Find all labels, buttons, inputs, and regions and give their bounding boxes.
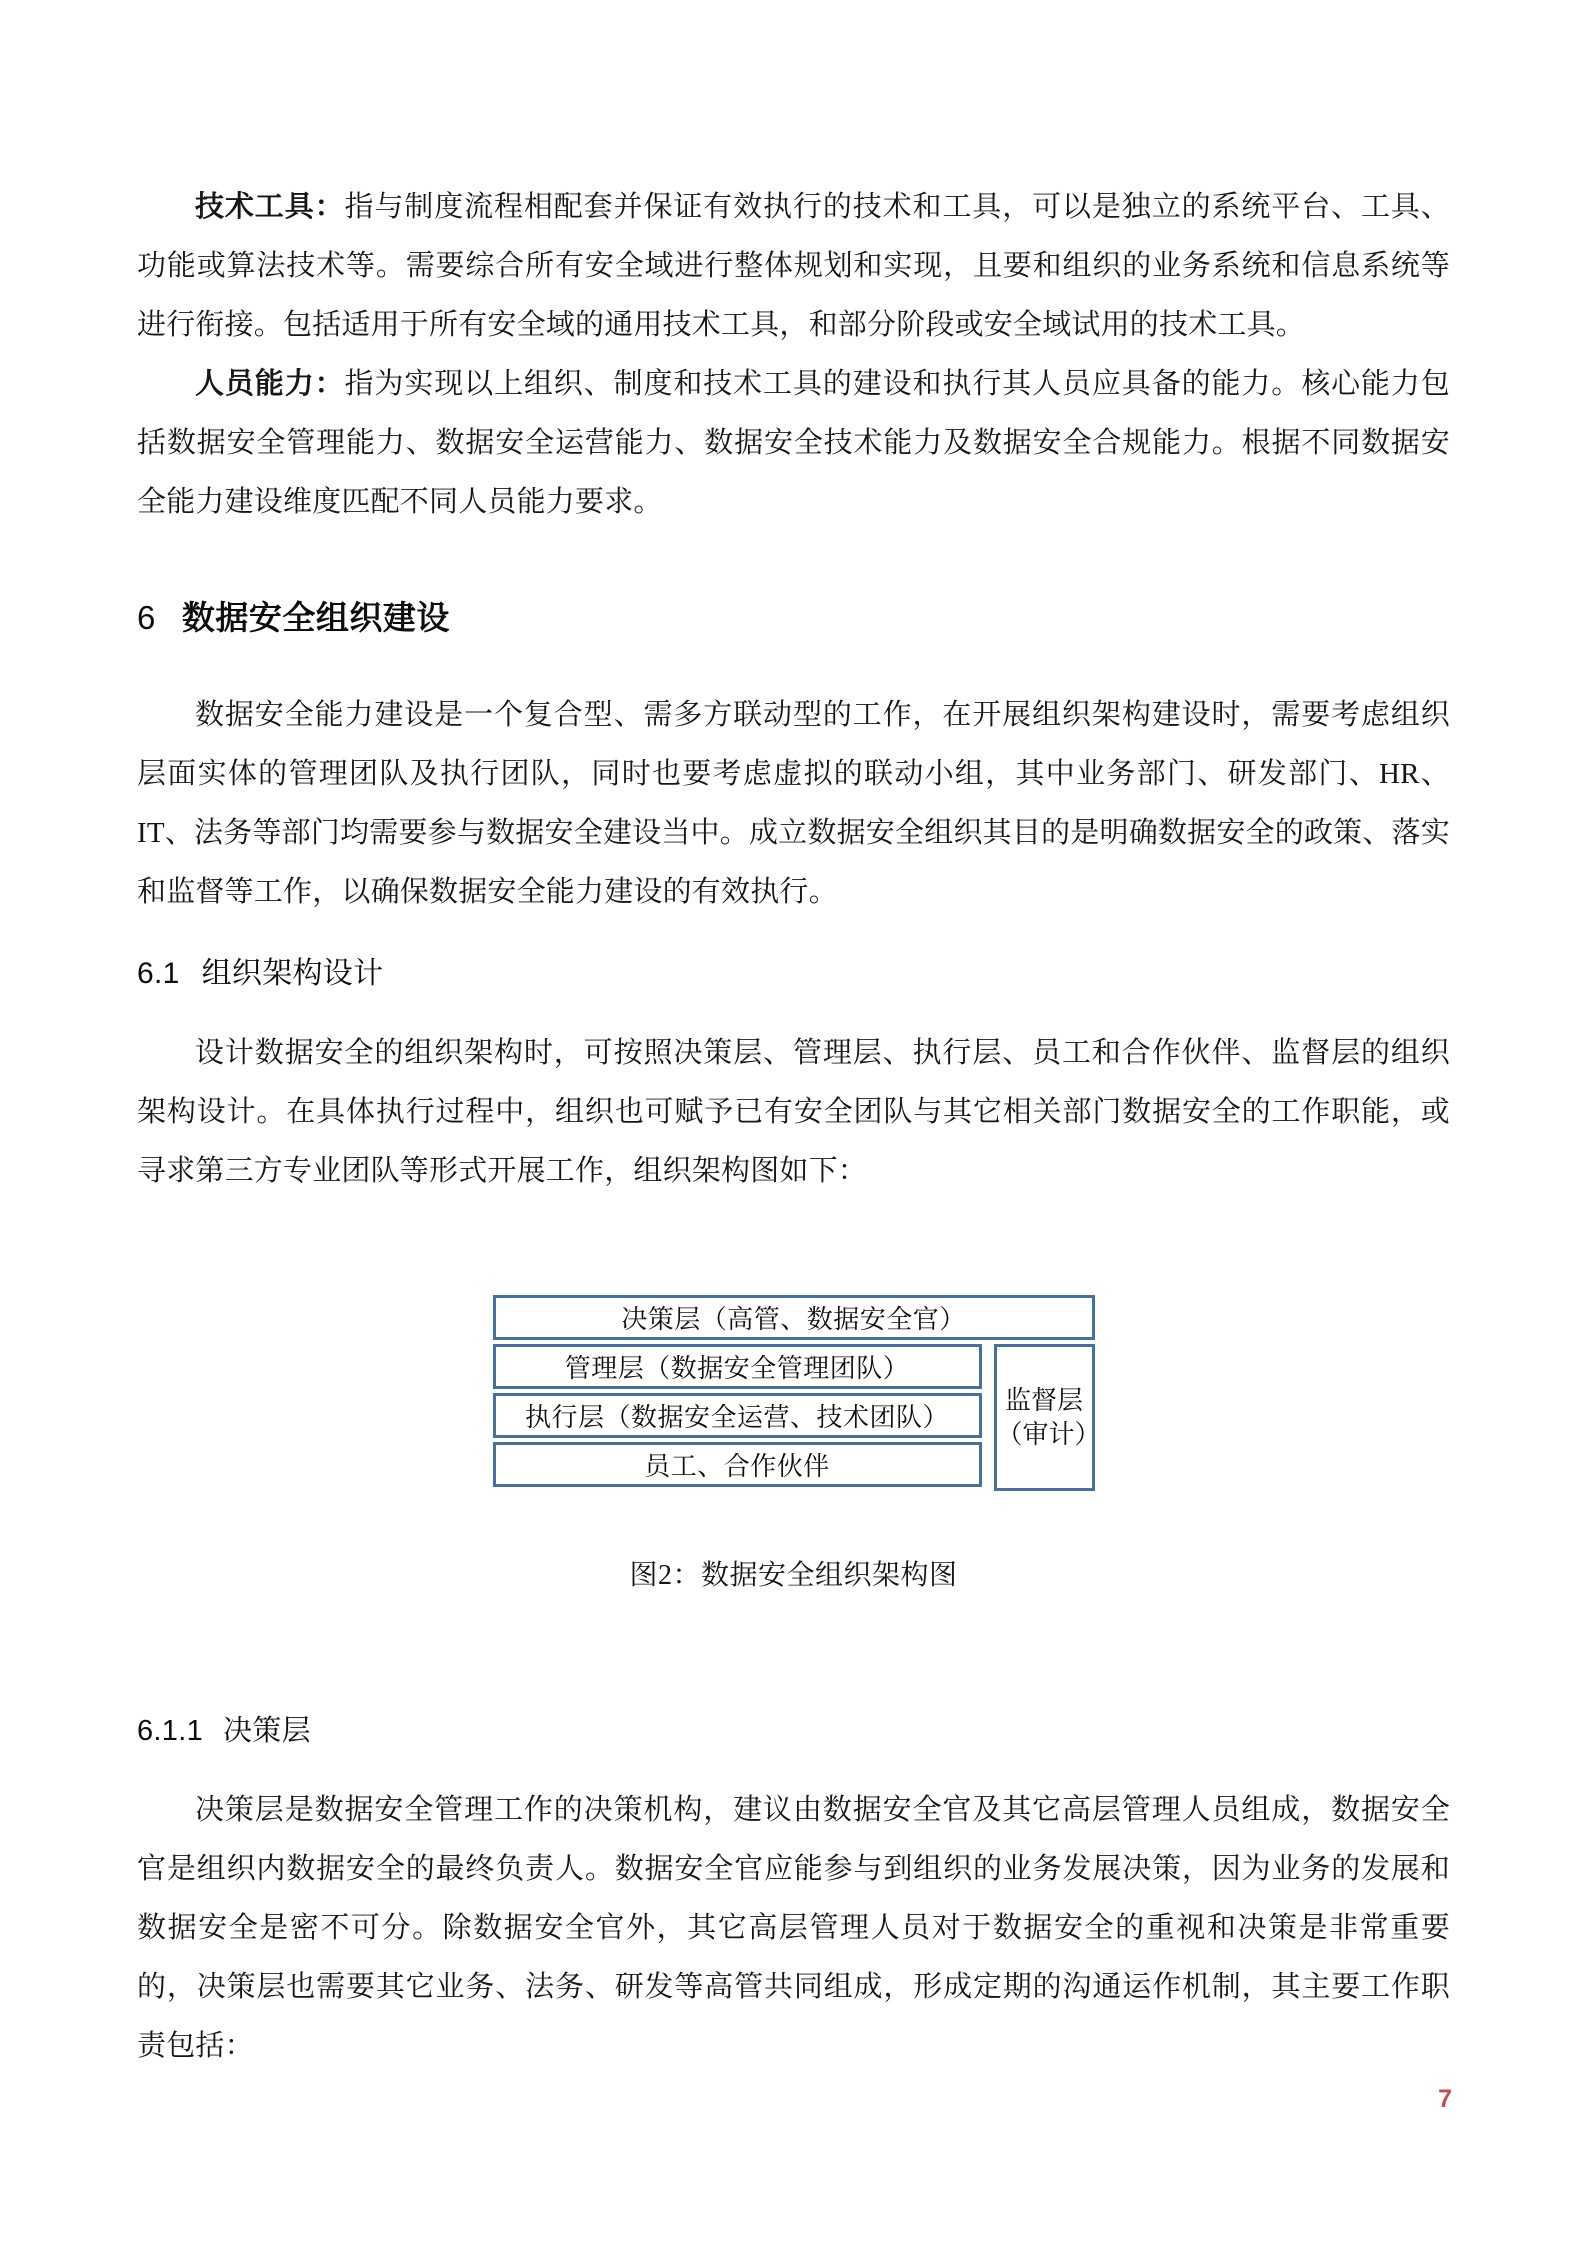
paragraph-lead-personnel-capability: 人员能力：	[195, 368, 345, 400]
page-content	[137, 0, 1450, 2076]
paragraph-text-tech-tools: 指与制度流程相配套并保证有效执行的技术和工具，可以是独立的系统平台、工具、功能或算法技术等。需要综合所有安全域进行整体规划和实现，且要和组织的业务系统和信息系统等进行衔接。包括适用于所有安全域的通用技术工具，和部分阶段或安全域试用的技术工具。	[137, 191, 1450, 341]
paragraph-lead-tech-tools: 技术工具：	[195, 191, 345, 223]
page-number: 7	[1438, 2085, 1452, 2113]
org-box-supervision-line1: 监督层	[1004, 1385, 1083, 1415]
paragraph-section6-intro: 数据安全能力建设是一个复合型、需多方联动型的工作，在开展组织架构建设时，需要考虑组织层面实体的管理团队及执行团队，同时也要考虑虚拟的联动小组，其中业务部门、研发部门、HR、IT、法务等部门均需要参与数据安全建设当中。成立数据安全组织其目的是明确数据安全的政策、落实和监督等工作，以确保数据安全能力建设的有效执行。	[137, 699, 1450, 908]
paragraph-tech-tools	[137, 178, 1450, 355]
org-box-management-layer: 管理层（数据安全管理团队）	[493, 1344, 982, 1389]
figure-org-chart	[137, 1295, 1450, 1593]
heading-section-6	[137, 595, 1450, 641]
org-box-supervision-layer	[994, 1344, 1101, 1491]
heading-section-6-1	[137, 953, 1450, 995]
heading-section-6-1-1-title: 决策层	[223, 1715, 311, 1747]
org-box-execution-layer: 执行层（数据安全运营、技术团队）	[493, 1393, 982, 1438]
heading-section-6-1-1-number: 6.1.1	[137, 1715, 203, 1747]
org-box-staff-partners: 员工、合作伙伴	[493, 1442, 982, 1487]
paragraph-text-personnel-capability: 指为实现以上组织、制度和技术工具的建设和执行其人员应具备的能力。核心能力包括数据安全管理能力、数据安全运营能力、数据安全技术能力及数据安全合规能力。根据不同数据安全能力建设维度匹配不同人员能力要求。	[137, 368, 1450, 518]
org-box-supervision-line2: （审计）	[996, 1419, 1101, 1449]
paragraph-section6-1-intro: 设计数据安全的组织架构时，可按照决策层、管理层、执行层、员工和合作伙伴、监督层的组织架构设计。在具体执行过程中，组织也可赋予已有安全团队与其它相关部门数据安全的工作职能，或寻求第三方专业团队等形式开展工作，组织架构图如下：	[137, 1037, 1450, 1187]
org-box-decision-layer: 决策层（高管、数据安全官）	[493, 1295, 1095, 1340]
heading-section-6-1-title: 组织架构设计	[201, 957, 384, 990]
paragraph-personnel-capability	[137, 355, 1450, 532]
org-chart-left-column	[493, 1295, 982, 1487]
heading-section-6-1-1	[137, 1711, 1450, 1751]
heading-section-6-title: 数据安全组织建设	[181, 599, 450, 636]
heading-section-6-number: 6	[137, 599, 156, 636]
paragraph-section6-1-1-intro: 决策层是数据安全管理工作的决策机构，建议由数据安全官及其它高层管理人员组成，数据安全官是组织内数据安全的最终负责人。数据安全官应能参与到组织的业务发展决策，因为业务的发展和数据安全是密不可分。除数据安全官外，其它高层管理人员对于数据安全的重视和决策是非常重要的，决策层也需要其它业务、法务、研发等高管共同组成，形成定期的沟通运作机制，其主要工作职责包括：	[137, 1794, 1450, 2062]
heading-section-6-1-number: 6.1	[137, 957, 180, 990]
org-chart-diagram	[493, 1295, 1101, 1491]
figure-caption: 图2：数据安全组织架构图	[629, 1560, 958, 1591]
